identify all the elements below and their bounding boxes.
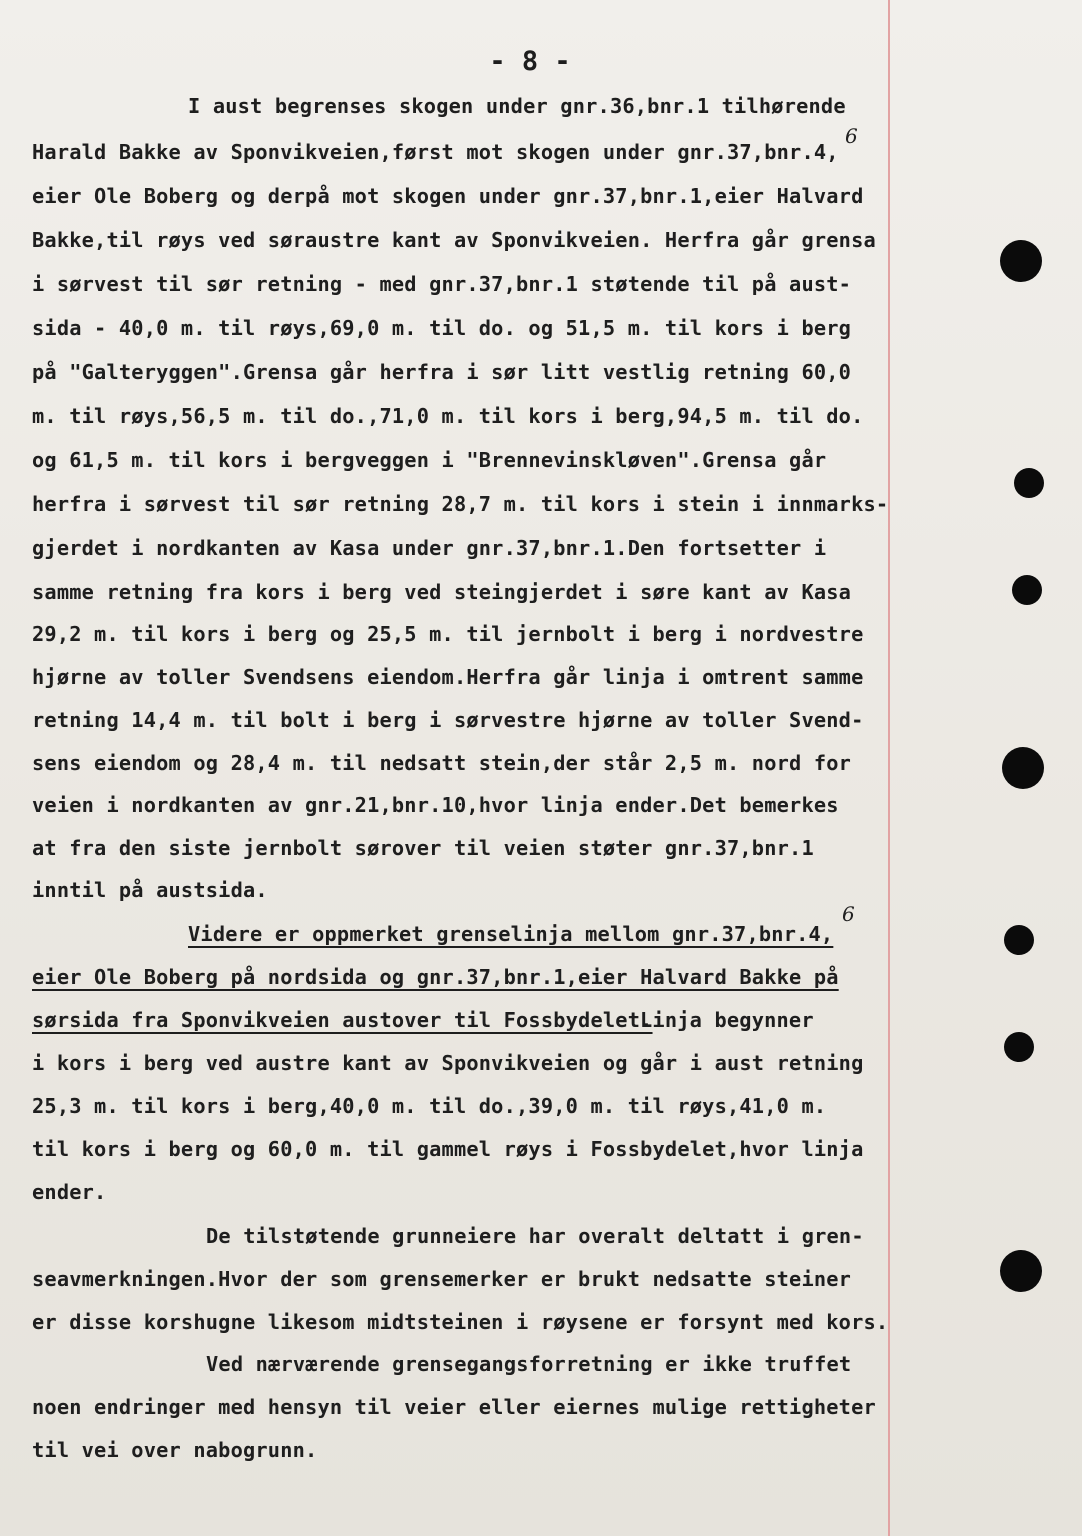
punch-hole-icon: [1000, 240, 1042, 282]
text-line: Linja begynner: [640, 1008, 814, 1032]
punch-hole-icon: [1004, 925, 1034, 955]
text-line: hjørne av toller Svendsens eiendom.Herfra går linja i omtrent samme: [32, 665, 864, 689]
text-line: samme retning fra kors i berg ved steingjerdet i søre kant av Kasa: [32, 580, 852, 604]
punch-hole-icon: [1000, 1250, 1042, 1292]
text-line: veien i nordkanten av gnr.21,bnr.10,hvor linja ender.Det bemerkes: [32, 793, 839, 817]
text-line-underlined: Videre er oppmerket grenselinja mellom gnr.37,bnr.4,: [188, 922, 834, 946]
text-line: herfra i sørvest til sør retning 28,7 m. til kors i stein i innmarks-: [32, 492, 889, 516]
text-line: 29,2 m. til kors i berg og 25,5 m. til jernbolt i berg i nordvestre: [32, 622, 864, 646]
margin-rule: [888, 0, 890, 1536]
text-line: inntil på austsida.: [32, 878, 268, 902]
text-line: De tilstøtende grunneiere har overalt deltatt i gren-: [206, 1224, 864, 1248]
handwritten-note: 6: [842, 902, 855, 926]
text-line: til vei over nabogrunn.: [32, 1438, 318, 1462]
text-line: 25,3 m. til kors i berg,40,0 m. til do.,39,0 m. til røys,41,0 m.: [32, 1094, 827, 1118]
text-line: på "Galteryggen".Grensa går herfra i sør litt vestlig retning 60,0: [32, 360, 852, 384]
text-line-underlined: sørsida fra Sponvikveien austover til Fossbydelet.: [32, 1008, 653, 1032]
text-line: seavmerkningen.Hvor der som grensemerker er brukt nedsatte steiner: [32, 1267, 852, 1291]
text-line: eier Ole Boberg og derpå mot skogen under gnr.37,bnr.1,eier Halvard: [32, 184, 864, 208]
text-line: Ved nærværende grensegangsforretning er ikke truffet: [206, 1352, 852, 1376]
text-line: og 61,5 m. til kors i bergveggen i "Brennevinskløven".Grensa går: [32, 448, 827, 472]
punch-hole-icon: [1004, 1032, 1034, 1062]
handwritten-note: 6: [845, 124, 858, 148]
text-line: til kors i berg og 60,0 m. til gammel røys i Fossbydelet,hvor linja: [32, 1137, 864, 1161]
page-number: - 8 -: [489, 46, 571, 77]
punch-hole-icon: [1002, 747, 1044, 789]
text-line: i kors i berg ved austre kant av Sponvikveien og går i aust retning: [32, 1051, 864, 1075]
text-line: ender.: [32, 1180, 107, 1204]
text-line: at fra den siste jernbolt sørover til veien støter gnr.37,bnr.1: [32, 836, 814, 860]
text-line: m. til røys,56,5 m. til do.,71,0 m. til kors i berg,94,5 m. til do.: [32, 404, 864, 428]
text-line: I aust begrenses skogen under gnr.36,bnr.1 tilhørende: [188, 94, 846, 118]
text-line-underlined: eier Ole Boberg på nordsida og gnr.37,bnr.1,eier Halvard Bakke på: [32, 965, 839, 989]
punch-hole-icon: [1012, 575, 1042, 605]
text-line: er disse korshugne likesom midtsteinen i røysene er forsynt med kors.: [32, 1310, 889, 1334]
text-line: sida - 40,0 m. til røys,69,0 m. til do. og 51,5 m. til kors i berg: [32, 316, 852, 340]
text-line: noen endringer med hensyn til veier eller eiernes mulige rettigheter: [32, 1395, 876, 1419]
text-line: gjerdet i nordkanten av Kasa under gnr.37,bnr.1.Den fortsetter i: [32, 536, 827, 560]
text-line: sens eiendom og 28,4 m. til nedsatt stein,der står 2,5 m. nord for: [32, 751, 852, 775]
punch-hole-icon: [1014, 468, 1044, 498]
text-line: Harald Bakke av Sponvikveien,først mot skogen under gnr.37,bnr.4,: [32, 140, 839, 164]
text-line: Bakke,til røys ved søraustre kant av Sponvikveien. Herfra går grensa: [32, 228, 876, 252]
text-line: i sørvest til sør retning - med gnr.37,bnr.1 støtende til på aust-: [32, 272, 852, 296]
text-line: retning 14,4 m. til bolt i berg i sørvestre hjørne av toller Svend-: [32, 708, 864, 732]
